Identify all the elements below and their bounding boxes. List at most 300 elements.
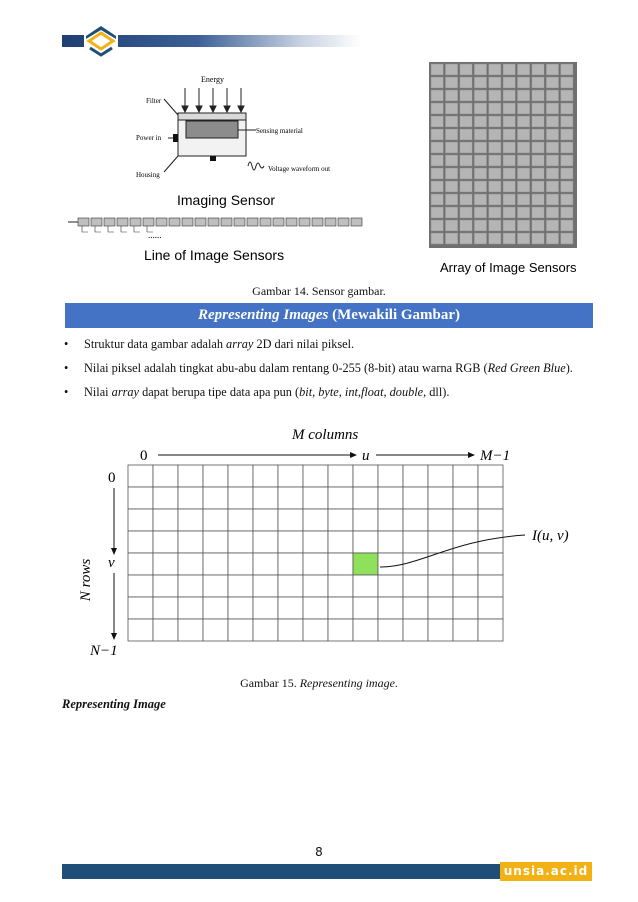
pixel-cell (303, 619, 328, 641)
pixel-cell (478, 465, 503, 487)
pixel-cell (228, 465, 253, 487)
pixel-cell (478, 531, 503, 553)
pixel-cell (153, 597, 178, 619)
line-sensor-cell (104, 218, 115, 226)
array-sensor-cell (546, 194, 558, 205)
zero-top-label: 0 (140, 448, 148, 464)
energy-label: Energy (201, 75, 224, 84)
pixel-cell (203, 619, 228, 641)
bullet-item: • Nilai piksel adalah tingkat abu-abu dalam rentang 0-255 (8-bit) atau warna RGB (Red Green Blue). (64, 361, 573, 375)
array-sensor-cell (431, 116, 443, 127)
array-sensor-cell (503, 168, 515, 179)
array-sensor-cell (474, 220, 486, 231)
array-sensor-cell (532, 64, 544, 75)
array-sensor-cell (489, 77, 501, 88)
line-sensor-lead (82, 226, 88, 232)
array-sensor-cell (532, 90, 544, 101)
pixel-cell (403, 597, 428, 619)
array-sensor-cell (561, 207, 573, 218)
pixel-cell (128, 575, 153, 597)
array-sensor-cell (489, 64, 501, 75)
pixel-cell (403, 619, 428, 641)
array-sensor-cell (445, 129, 457, 140)
array-sensor-cell (561, 233, 573, 244)
sensor-figure (60, 62, 600, 284)
pixel-cell (253, 465, 278, 487)
array-sensor-cell (474, 77, 486, 88)
pixel-cell (378, 465, 403, 487)
pixel-cell (403, 465, 428, 487)
sensing-label: Sensing material (256, 127, 303, 135)
array-sensor-cell (474, 103, 486, 114)
array-sensor-cell (460, 155, 472, 166)
array-sensor-cell (445, 64, 457, 75)
pixel-cell (303, 465, 328, 487)
line-sensor-cell (169, 218, 180, 226)
array-sensor-cell (546, 181, 558, 192)
pixel-cell (478, 487, 503, 509)
array-sensor-cell (431, 90, 443, 101)
pixel-cell (178, 619, 203, 641)
array-sensor-cell (546, 155, 558, 166)
array-sensor-cell (431, 155, 443, 166)
array-sensor-cell (561, 64, 573, 75)
pixel-cell (253, 487, 278, 509)
pixel-cell (428, 553, 453, 575)
pixel-cell (453, 597, 478, 619)
array-sensor-cell (431, 77, 443, 88)
pixel-cell (278, 531, 303, 553)
pixel-cell (228, 531, 253, 553)
voltage-label: Voltage waveform out (268, 165, 331, 173)
pixel-cell (428, 619, 453, 641)
m-minus-1-label: M−1 (480, 448, 511, 464)
pixel-cell (353, 487, 378, 509)
array-sensor-cell (503, 64, 515, 75)
line-sensor-lead (108, 226, 114, 232)
line-sensor-cell (247, 218, 258, 226)
pixel-cell (378, 597, 403, 619)
power-label: Power in (136, 134, 162, 142)
array-sensor-cell (517, 207, 529, 218)
array-sensor-cell (445, 168, 457, 179)
line-sensor-cell (182, 218, 193, 226)
array-sensor-cell (489, 116, 501, 127)
array-sensors-title: Array of Image Sensors (440, 260, 577, 275)
pixel-cell (203, 597, 228, 619)
array-sensor-cell (489, 207, 501, 218)
v-label: v (108, 555, 115, 571)
energy-arrows (182, 88, 244, 112)
array-sensor-cell (532, 194, 544, 205)
pixel-cell (303, 487, 328, 509)
pixel-cell (353, 619, 378, 641)
line-sensor-cell (312, 218, 323, 226)
pixel-cell (353, 597, 378, 619)
pixel-cell (378, 487, 403, 509)
array-sensor-cell (460, 64, 472, 75)
pixel-cell (278, 619, 303, 641)
line-sensor-cell (91, 218, 102, 226)
array-sensor-cell (431, 207, 443, 218)
pixel-cell (228, 619, 253, 641)
array-sensor-cell (460, 90, 472, 101)
array-sensor-cell (445, 220, 457, 231)
pixel-cell (403, 509, 428, 531)
filter-layer (178, 113, 246, 120)
array-sensor-cell (532, 207, 544, 218)
pixel-cell (303, 553, 328, 575)
array-sensor-cell (546, 207, 558, 218)
array-sensor-cell (532, 220, 544, 231)
pixel-cell (303, 575, 328, 597)
pixel-cell (253, 619, 278, 641)
array-sensor-cell (460, 129, 472, 140)
m-columns-label: M columns (292, 427, 359, 443)
pixel-cell (453, 509, 478, 531)
array-sensor-cell (517, 116, 529, 127)
pixel-cell (478, 575, 503, 597)
pixel-cell (453, 575, 478, 597)
array-sensor-cell (460, 220, 472, 231)
pixel-cell (353, 509, 378, 531)
array-sensor-cell (460, 142, 472, 153)
pixel-cell (253, 509, 278, 531)
pixel-cell (128, 509, 153, 531)
array-sensor-cell (561, 181, 573, 192)
array-sensor-cell (474, 116, 486, 127)
pixel-cell (278, 487, 303, 509)
pixel-cell (378, 509, 403, 531)
pixel-cell (253, 575, 278, 597)
n-rows-label: N rows (78, 558, 94, 602)
array-sensor-cell (474, 155, 486, 166)
line-sensor-lead (134, 226, 140, 232)
array-sensor-cell (517, 155, 529, 166)
line-of-sensors (78, 218, 362, 232)
pixel-cell (228, 597, 253, 619)
array-sensor-cell (532, 142, 544, 153)
line-sensor-lead (121, 226, 127, 232)
pixel-cell (153, 487, 178, 509)
array-sensor-cell (532, 103, 544, 114)
pixel-cell (328, 465, 353, 487)
pixel-cell (278, 509, 303, 531)
pixel-grid (128, 465, 503, 641)
line-sensor-cell (325, 218, 336, 226)
array-sensor-cell (445, 77, 457, 88)
array-sensor-cell (546, 103, 558, 114)
array-sensor-cell (489, 129, 501, 140)
array-sensor-cell (460, 168, 472, 179)
array-sensor-cell (503, 129, 515, 140)
pixel-cell (128, 465, 153, 487)
pixel-cell (203, 575, 228, 597)
pixel-cell (278, 553, 303, 575)
pixel-cell (478, 509, 503, 531)
pixel-cell (203, 553, 228, 575)
pixel-cell (478, 597, 503, 619)
array-sensor-cell (460, 181, 472, 192)
array-sensor-cell (431, 129, 443, 140)
pixel-cell (478, 619, 503, 641)
line-sensor-cell (221, 218, 232, 226)
array-sensor-cell (517, 64, 529, 75)
array-sensor-cell (546, 142, 558, 153)
university-logo (84, 24, 118, 58)
array-sensor-cell (517, 142, 529, 153)
pixel-cell (203, 487, 228, 509)
figure15-caption: Gambar 15. Representing image. (240, 676, 398, 690)
array-sensor-cell (503, 194, 515, 205)
array-sensor-cell (431, 64, 443, 75)
pixel-cell (378, 575, 403, 597)
array-sensor-cell (474, 233, 486, 244)
pixel-cell (153, 553, 178, 575)
array-sensor-cell (474, 64, 486, 75)
array-sensor-cell (561, 77, 573, 88)
pixel-cell (328, 509, 353, 531)
u-label: u (362, 448, 370, 464)
pixel-cell (128, 597, 153, 619)
pixel-cell (328, 487, 353, 509)
pixel-cell (453, 553, 478, 575)
section-banner (65, 303, 593, 328)
array-sensor-cell (561, 194, 573, 205)
pixel-cell (353, 465, 378, 487)
array-sensor-cell (532, 129, 544, 140)
line-sensor-cell (260, 218, 271, 226)
array-sensor-cell (561, 220, 573, 231)
array-sensor-cell (460, 194, 472, 205)
pixel-cell (178, 465, 203, 487)
array-sensor-cell (474, 207, 486, 218)
array-sensor-cell (561, 116, 573, 127)
array-sensor-cell (561, 103, 573, 114)
website-link[interactable]: unsia.ac.id (500, 862, 592, 881)
pixel-cell (303, 509, 328, 531)
pixel-cell (328, 575, 353, 597)
array-sensor-cell (546, 116, 558, 127)
pixel-cell (453, 487, 478, 509)
line-sensor-cell (273, 218, 284, 226)
line-sensor-cell (143, 218, 154, 226)
array-sensor-cell (503, 90, 515, 101)
array-sensor-cell (445, 194, 457, 205)
array-sensor-cell (460, 233, 472, 244)
pixel-cell (403, 531, 428, 553)
array-sensor-cell (489, 103, 501, 114)
array-sensor-cell (561, 129, 573, 140)
pixel-cell (453, 619, 478, 641)
pixel-cell (478, 553, 503, 575)
array-sensor-cell (474, 90, 486, 101)
pixel-cell (428, 487, 453, 509)
line-sensors-title: Line of Image Sensors (144, 247, 285, 263)
pixel-cell (428, 597, 453, 619)
array-sensor-cell (517, 103, 529, 114)
pixel-cell (153, 465, 178, 487)
line-sensor-cell (208, 218, 219, 226)
array-sensor-cell (445, 181, 457, 192)
array-sensor-cell (431, 194, 443, 205)
bullet-item: • Struktur data gambar adalah array 2D dari nilai piksel. (64, 337, 355, 351)
array-sensor-cell (489, 181, 501, 192)
pixel-cell (178, 509, 203, 531)
array-sensor-cell (460, 103, 472, 114)
array-sensor-cell (546, 129, 558, 140)
array-sensor-cell (517, 168, 529, 179)
array-sensor-cell (489, 168, 501, 179)
line-sensor-lead (95, 226, 101, 232)
array-sensor-cell (532, 77, 544, 88)
array-sensor-cell (460, 77, 472, 88)
array-sensor-cell (517, 220, 529, 231)
array-sensor-cell (445, 103, 457, 114)
filter-label: Filter (146, 97, 162, 105)
bullet-list (62, 332, 593, 404)
pixel-cell (428, 509, 453, 531)
array-sensor-cell (532, 168, 544, 179)
array-sensor-cell (532, 181, 544, 192)
pixel-cell (428, 575, 453, 597)
array-sensor-cell (431, 181, 443, 192)
pixel-cell (203, 509, 228, 531)
figure14-caption: Gambar 14. Sensor gambar. (252, 284, 386, 298)
array-sensor-cell (445, 155, 457, 166)
pixel-cell (228, 553, 253, 575)
array-sensor-cell (445, 142, 457, 153)
array-sensor-cell (546, 77, 558, 88)
subheading: Representing Image (62, 697, 166, 711)
pixel-cell (153, 575, 178, 597)
array-sensor-cell (474, 142, 486, 153)
array-sensor-cell (489, 220, 501, 231)
pixel-cell (178, 531, 203, 553)
array-sensor-cell (474, 194, 486, 205)
array-sensor-cell (503, 207, 515, 218)
pixel-cell (328, 553, 353, 575)
array-sensor-cell (474, 129, 486, 140)
array-sensor-cell (517, 233, 529, 244)
array-sensor-cell (489, 155, 501, 166)
sensing-material (186, 121, 238, 138)
line-sensor-cell (234, 218, 245, 226)
pixel-label: I(u, v) (532, 528, 569, 544)
pixel-cell (403, 553, 428, 575)
pixel-cell (378, 531, 403, 553)
pixel-cell (128, 553, 153, 575)
array-sensor-cell (503, 220, 515, 231)
pixel-cell (178, 597, 203, 619)
pixel-cell (353, 575, 378, 597)
housing-label: Housing (136, 171, 160, 179)
array-sensor-cell (503, 181, 515, 192)
pixel-cell (153, 509, 178, 531)
array-sensor-cell (517, 90, 529, 101)
pixel-cell (378, 619, 403, 641)
pixel-cell (278, 597, 303, 619)
pixel-cell (253, 553, 278, 575)
array-sensor-cell (445, 207, 457, 218)
pixel-cell (278, 465, 303, 487)
array-sensor-cell (561, 168, 573, 179)
pixel-cell (178, 575, 203, 597)
array-sensor-cell (445, 90, 457, 101)
array-sensor-cell (517, 181, 529, 192)
pixel-cell (328, 531, 353, 553)
array-sensor-cell (503, 116, 515, 127)
pixel-cell (153, 531, 178, 553)
array-sensor-cell (546, 220, 558, 231)
pixel-cell (128, 619, 153, 641)
pixel-cell (253, 531, 278, 553)
line-sensor-cell (117, 218, 128, 226)
array-sensor-cell (503, 155, 515, 166)
pixel-cell (178, 487, 203, 509)
array-sensor-cell (503, 77, 515, 88)
line-sensor-cell (286, 218, 297, 226)
array-sensor-cell (546, 168, 558, 179)
dots-label: ...... (148, 230, 162, 240)
array-sensor-cell (431, 103, 443, 114)
n-minus-1-label: N−1 (90, 643, 118, 659)
pixel-cell (228, 509, 253, 531)
array-sensor-cell (532, 233, 544, 244)
pixel-cell (278, 575, 303, 597)
bullet-item: • Nilai array dapat berupa tipe data apa pun (bit, byte, int,float, double, dll). (64, 385, 450, 399)
pixel-cell (403, 487, 428, 509)
array-sensor-cell (517, 194, 529, 205)
array-sensor-cell (445, 116, 457, 127)
banner-title-rest: (Mewakili Gambar) (328, 307, 461, 323)
banner-title-italic: Representing Images (197, 307, 329, 323)
array-sensor-cell (561, 142, 573, 153)
array-sensor-cell (503, 103, 515, 114)
pixel-cell (128, 487, 153, 509)
pixel-cell (203, 465, 228, 487)
line-sensor-cell (195, 218, 206, 226)
highlighted-pixel (353, 553, 378, 575)
array-sensor-cell (474, 181, 486, 192)
pixel-cell (453, 465, 478, 487)
array-sensor-cell (431, 142, 443, 153)
line-sensor-cell (78, 218, 89, 226)
pixel-cell (128, 531, 153, 553)
array-sensor-cell (517, 129, 529, 140)
imaging-sensor-title: Imaging Sensor (177, 192, 276, 208)
array-sensor-cell (503, 142, 515, 153)
line-sensor-cell (338, 218, 349, 226)
line-sensor-cell (156, 218, 167, 226)
pixel-cell (228, 487, 253, 509)
array-sensor-cell (474, 168, 486, 179)
pixel-cell (303, 531, 328, 553)
array-sensor-cell (431, 168, 443, 179)
pixel-cell (353, 531, 378, 553)
pixel-cell (153, 619, 178, 641)
pixel-cell (428, 465, 453, 487)
pixel-cell (403, 575, 428, 597)
zero-left-label: 0 (108, 470, 116, 486)
pixel-grid-figure (70, 420, 595, 665)
line-sensor-cell (299, 218, 310, 226)
page-number: 8 (315, 845, 323, 859)
array-sensor-cell (561, 90, 573, 101)
array-sensor-cell (431, 233, 443, 244)
array-sensor-cell (546, 64, 558, 75)
line-sensor-cell (351, 218, 362, 226)
